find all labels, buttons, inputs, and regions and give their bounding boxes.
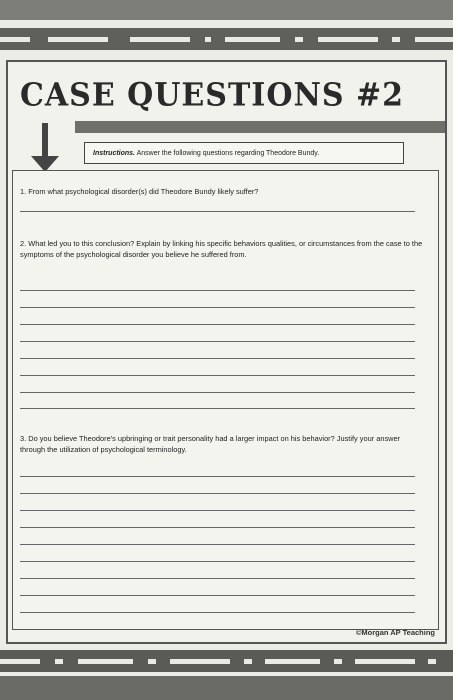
question-3 [20,433,425,455]
top-decor-band [0,0,453,20]
answer-line[interactable] [20,527,415,528]
instructions-text: Answer the following questions regarding Theodore Bundy. [136,150,320,157]
answer-line[interactable] [20,408,415,409]
answer-line[interactable] [20,211,415,212]
question-3-text: Do you believe Theodore's upbringing or trait personality had a larger impact on his behavior? Justify your answer through the utilization of psychological terminology. [20,434,401,454]
answer-line[interactable] [20,392,415,393]
bottom-decor-band-dashed [0,650,453,672]
answer-line[interactable] [20,612,415,613]
question-3-number: 3. [20,434,27,443]
answer-line[interactable] [20,341,415,342]
instructions-box [84,142,404,164]
answer-line[interactable] [20,290,415,291]
answer-line[interactable] [20,324,415,325]
answer-line[interactable] [20,476,415,477]
question-2 [20,238,425,260]
question-2-text: What led you to this conclusion? Explain by linking his specific behaviors qualities, or circumstances from the case to the symptoms of the psychological disorder you believe he suffered from. [20,239,423,259]
instructions-label: Instructions. [93,150,136,157]
answer-line[interactable] [20,358,415,359]
answer-line[interactable] [20,375,415,376]
answer-line[interactable] [20,595,415,596]
answer-line[interactable] [20,578,415,579]
top-decor-band-dashed [0,28,453,50]
answer-line[interactable] [20,544,415,545]
bottom-decor-band [0,676,453,700]
answer-line[interactable] [20,307,415,308]
question-1 [20,186,425,197]
answer-line[interactable] [20,561,415,562]
question-1-text: From what psychological disorder(s) did Theodore Bundy likely suffer? [28,187,259,196]
copyright-footer: ©Morgan AP Teaching [355,628,435,637]
title-underline-bar [75,121,445,133]
answer-line[interactable] [20,493,415,494]
answer-line[interactable] [20,510,415,511]
arrow-stem [42,123,48,159]
question-1-number: 1. [20,187,27,196]
question-2-number: 2. [20,239,27,248]
page-title: CASE QUESTIONS #2 [20,77,404,114]
